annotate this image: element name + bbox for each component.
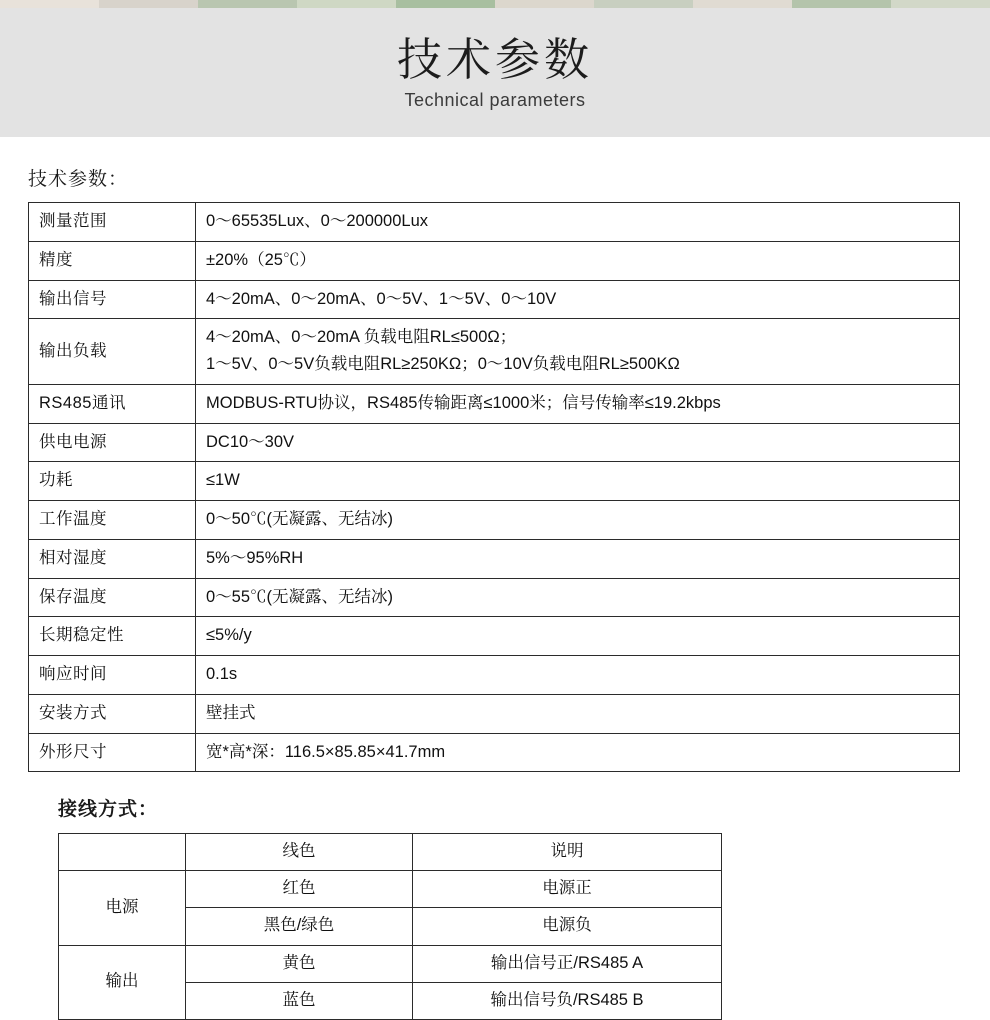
table-header-row [59,834,722,871]
spec-value: DC10～30V [196,423,960,462]
spec-key: 工作温度 [29,501,196,540]
spec-key: 相对湿度 [29,539,196,578]
wiring-header-blank [59,834,186,871]
spec-value-line-2: 1～5V、0～5V负载电阻RL≥250KΩ；0～10V负载电阻RL≥500KΩ [206,355,680,373]
spec-value: ±20%（25℃） [196,241,960,280]
spec-key: 外形尺寸 [29,733,196,772]
spec-value: 0～50℃(无凝露、无结冰) [196,501,960,540]
spec-value: MODBUS-RTU协议，RS485传输距离≤1000米；信号传输率≤19.2kbps [196,384,960,423]
table-row [29,280,960,319]
wiring-cell-color: 黑色/绿色 [186,908,413,945]
spec-table-wrapper [28,202,960,772]
spec-value: 0～55℃(无凝露、无结冰) [196,578,960,617]
spec-value [196,319,960,385]
page-banner [0,0,990,137]
spec-key: 供电电源 [29,423,196,462]
spec-value: ≤5%/y [196,617,960,656]
page-subtitle: Technical parameters [404,90,586,111]
wiring-header-color: 线色 [186,834,413,871]
spec-value: 壁挂式 [196,694,960,733]
table-row [29,501,960,540]
spec-value-line-1: 4～20mA、0～20mA 负载电阻RL≤500Ω； [206,328,517,347]
wiring-cell-color: 红色 [186,871,413,908]
spec-value: 0～65535Lux、0～200000Lux [196,203,960,242]
wiring-section-label: 接线方式： [58,799,159,821]
spec-key: 输出信号 [29,280,196,319]
spec-key: RS485通讯 [29,384,196,423]
table-row [29,539,960,578]
spec-value: 0.1s [196,656,960,695]
table-row [29,694,960,733]
table-row [29,733,960,772]
spec-key: 测量范围 [29,203,196,242]
wiring-table [58,833,722,1019]
spec-key: 精度 [29,241,196,280]
table-row [29,319,960,385]
table-row [29,656,960,695]
spec-value: 宽*高*深：116.5×85.85×41.7mm [196,733,960,772]
table-row [29,617,960,656]
page-title: 技术参数 [396,33,593,85]
spec-key: 长期稳定性 [29,617,196,656]
table-row [59,871,722,908]
spec-key: 响应时间 [29,656,196,695]
wiring-cell-color: 黄色 [186,945,413,982]
table-row [29,578,960,617]
wiring-table-wrapper [58,833,698,1019]
table-row [29,423,960,462]
spec-value: 4～20mA、0～20mA、0～5V、1～5V、0～10V [196,280,960,319]
wiring-cell-desc: 电源负 [413,908,722,945]
spec-key: 输出负载 [29,319,196,385]
spec-value: 5%～95%RH [196,539,960,578]
table-row [29,241,960,280]
table-row [59,945,722,982]
spec-table [28,202,960,772]
banner-text-block [0,0,990,137]
wiring-cell-desc: 输出信号负/RS485 B [413,982,722,1019]
wiring-group-name: 电源 [59,871,186,945]
wiring-header-desc: 说明 [413,834,722,871]
wiring-cell-color: 蓝色 [186,982,413,1019]
spec-value: ≤1W [196,462,960,501]
table-row [29,384,960,423]
spec-key: 安装方式 [29,694,196,733]
wiring-group-name: 输出 [59,945,186,1019]
table-row [29,203,960,242]
spec-key: 功耗 [29,462,196,501]
wiring-cell-desc: 输出信号正/RS485 A [413,945,722,982]
table-row [29,462,960,501]
spec-section-label: 技术参数： [28,169,129,190]
spec-key: 保存温度 [29,578,196,617]
wiring-cell-desc: 电源正 [413,871,722,908]
